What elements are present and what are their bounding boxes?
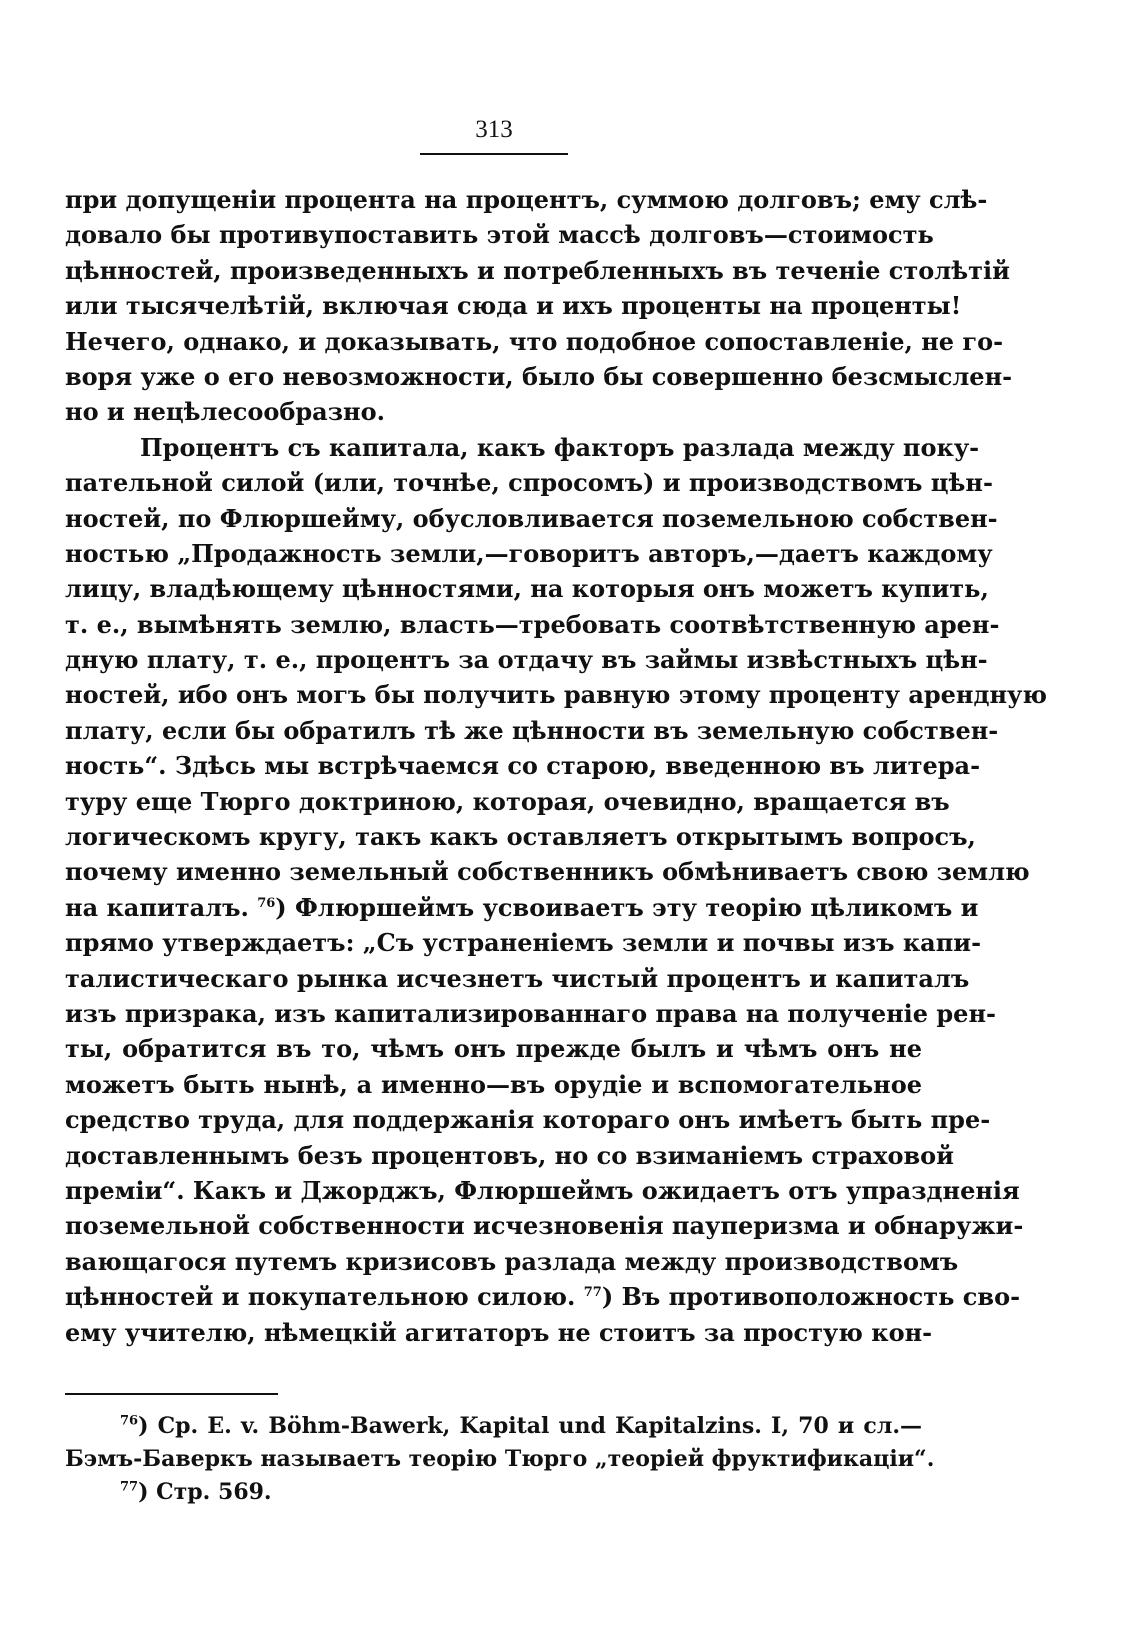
page-number-rule bbox=[420, 153, 568, 155]
text-line: цѣнностей, произведенныхъ и потребленныхъ въ теченіе столѣтій bbox=[65, 255, 1010, 285]
text-line: почему именно земельный собственникъ обмѣниваетъ свою землю bbox=[65, 857, 1030, 887]
body-text bbox=[65, 182, 1048, 1350]
text-line: лицу, владѣющему цѣнностями, на которыя онъ можетъ купить, bbox=[65, 574, 989, 604]
text-line: ты, обратится въ то, чѣмъ онъ прежде былъ и чѣмъ онъ не bbox=[65, 1034, 922, 1064]
text-line: преміи“. Какъ и Джорджъ, Флюршеймъ ожидаетъ отъ упраздненія bbox=[65, 1175, 1020, 1205]
text-line: туру еще Тюрго доктриною, которая, очевидно, вращается въ bbox=[65, 786, 950, 816]
text-line: воря уже о его невозможности, было бы совершенно безсмыслен- bbox=[65, 361, 1013, 391]
text-line: ностей, по Флюршейму, обусловливается поземельною собствен- bbox=[65, 503, 998, 533]
text-line: или тысячелѣтій, включая сюда и ихъ проценты на проценты! bbox=[65, 291, 962, 321]
footnote-ref-76[interactable]: 76 bbox=[257, 895, 276, 911]
footnote-text: ) Ср. E. v. Böhm-Bawerk, Kapital und Kapitalzins. I, 70 и сл.— bbox=[138, 1413, 922, 1439]
footnote-77 bbox=[65, 1476, 922, 1509]
text-line-with-footnote-ref bbox=[65, 890, 979, 925]
text-line: изъ призрака, изъ капитализированнаго права на полученіе рен- bbox=[65, 998, 996, 1028]
footnote-76-continuation: Бэмъ-Баверкъ называетъ теорію Тюрго „теоріей фруктификаціи“. bbox=[65, 1446, 935, 1472]
text-line: дную плату, т. е., процентъ за отдачу въ займы извѣстныхъ цѣн- bbox=[65, 645, 988, 675]
text-line: доставленнымъ безъ процентовъ, но со взиманіемъ страховой bbox=[65, 1140, 954, 1170]
footnote-76 bbox=[65, 1410, 922, 1443]
text-line: вающагося путемъ кризисовъ разлада между производствомъ bbox=[65, 1246, 959, 1276]
text-line: ему учителю, нѣмецкій агитаторъ не стоитъ за простую кон- bbox=[65, 1317, 933, 1347]
footnote-marker: 77 bbox=[120, 1479, 139, 1495]
page-number: 313 bbox=[475, 116, 513, 143]
text-line: талистическаго рынка исчезнетъ чистый процентъ и капиталъ bbox=[65, 963, 970, 993]
text-line: при допущеніи процента на процентъ, суммою долговъ; ему слѣ- bbox=[65, 185, 988, 214]
text-fragment: цѣнностей и покупательною силою. bbox=[65, 1282, 576, 1312]
text-line: средство труда, для поддержанія котораго онъ имѣетъ быть пре- bbox=[65, 1105, 991, 1135]
text-line-with-footnote-ref bbox=[65, 1279, 1021, 1314]
text-line: поземельной собственности исчезновенія пауперизма и обнаружи- bbox=[65, 1211, 1024, 1241]
text-line: прямо утверждаетъ: „Съ устраненіемъ земли и почвы изъ капи- bbox=[65, 928, 982, 958]
footnote-text: ) Стр. 569. bbox=[138, 1479, 272, 1505]
footnote-marker: 76 bbox=[120, 1413, 139, 1429]
text-line: можетъ быть нынѣ, а именно—въ орудіе и вспомогательное bbox=[65, 1069, 922, 1099]
text-line: ностей, ибо онъ могъ бы получить равную этому проценту арендную bbox=[65, 680, 1048, 710]
text-fragment: ) Флюршеймъ усвоиваетъ эту теорію цѣликомъ и bbox=[275, 892, 979, 922]
text-line: логическомъ кругу, такъ какъ оставляетъ открытымъ вопросъ, bbox=[65, 822, 976, 852]
text-fragment: ) Въ противоположность сво- bbox=[601, 1282, 1021, 1312]
text-fragment: на капиталъ. bbox=[65, 892, 249, 922]
footnote-ref-77[interactable]: 77 bbox=[583, 1285, 602, 1301]
text-line: довало бы противупоставить этой массѣ долговъ—стоимость bbox=[65, 220, 934, 250]
text-line: т. е., вымѣнять землю, власть—требовать соотвѣтственную арен- bbox=[65, 609, 1000, 639]
text-line: пательной силой (или, точнѣе, спросомъ) и производствомъ цѣн- bbox=[65, 468, 993, 498]
text-line: ность“. Здѣсь мы встрѣчаемся со старою, введенною въ литера- bbox=[65, 751, 981, 781]
text-line: но и нецѣлесообразно. bbox=[65, 397, 385, 427]
footnotes bbox=[65, 1410, 935, 1509]
text-line: плату, если бы обратилъ тѣ же цѣнности въ земельную собствен- bbox=[65, 715, 999, 745]
text-line: ностью „Продажность земли,—говоритъ авторъ,—даетъ каждому bbox=[65, 538, 993, 568]
footnote-separator bbox=[65, 1393, 278, 1395]
text-line: Нечего, однако, и доказывать, что подобное сопоставленіе, не го- bbox=[65, 326, 1004, 356]
text-line: Процентъ съ капитала, какъ факторъ разлада между поку- bbox=[140, 432, 980, 462]
